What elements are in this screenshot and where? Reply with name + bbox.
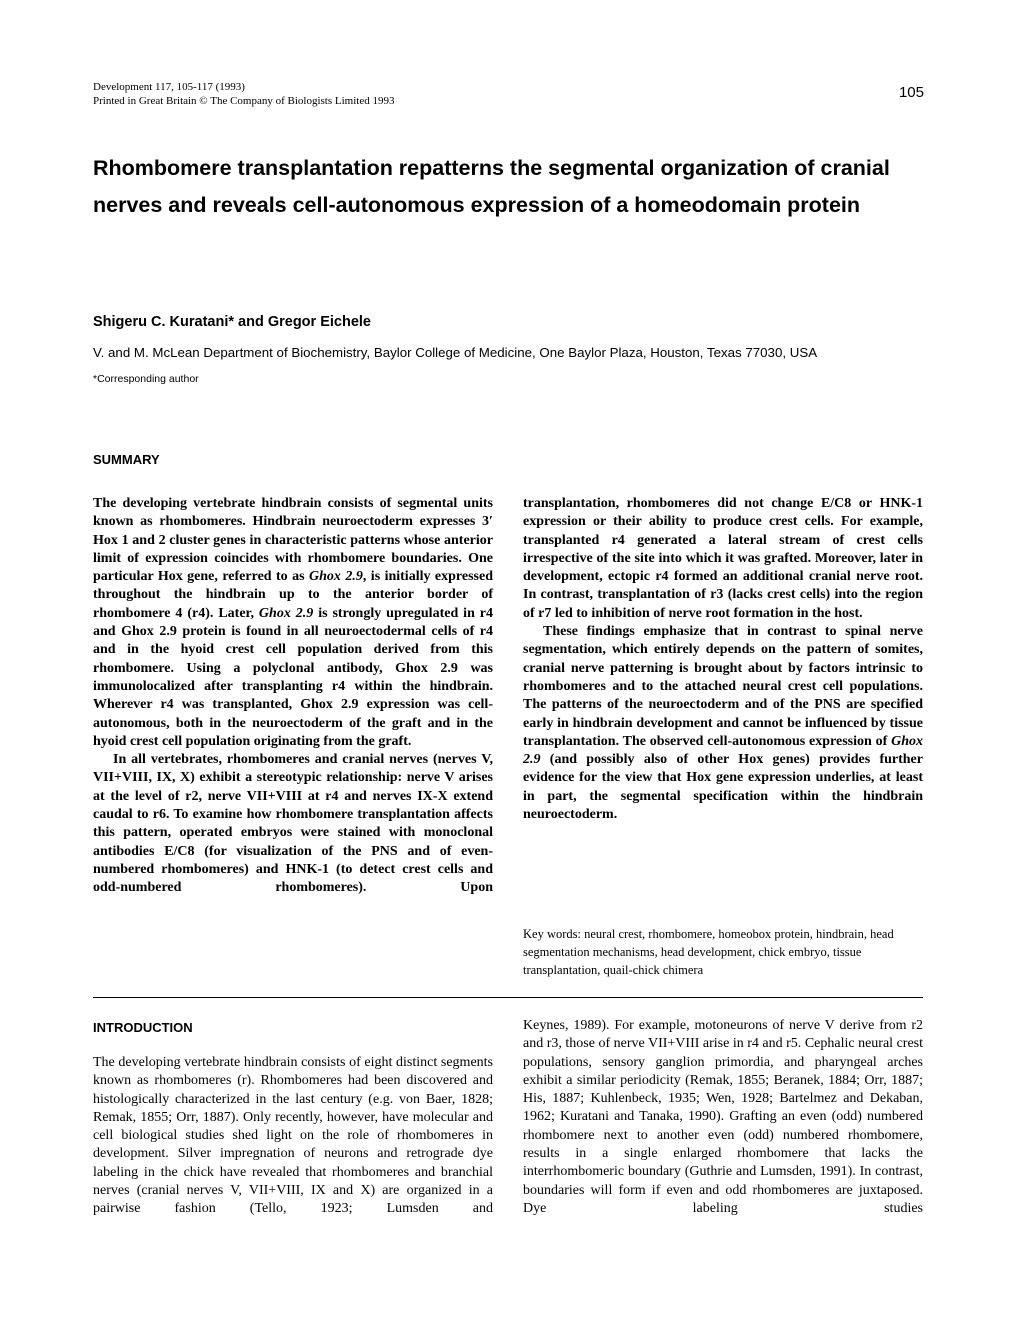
introduction-paragraph: Keynes, 1989). For example, motoneurons of nerve V derive from r2 and r3, those of nerve VII+VIII arise in r4 and r5. Cephalic neural crest populations, sensory ganglion primordia, and pharyngeal arches exhibit a similar periodicity (Remak, 1855; Beranek, 1884; Orr, 1887; His, 1887; Kuhlenbeck, 1935; Wen, 1928; Bartelmez and Dekaban, 1962; Kuratani and Tanaka, 1990). Grafting an even (odd) numbered rhombomere next to another even (odd) numbered rhombomere, results in a single enlarged rhombomere that lacks the interrhombomeric boundary (Guthrie and Lumsden, 1991). In contrast, boundaries will form if even and odd rhombomeres are juxtaposed. Dye labeling studies [523, 1018, 923, 1216]
article-title: Rhombomere transplantation repatterns the segmental organization of cranial nerves and reveals cell-autonomous expression of a homeodomain protein [93, 156, 890, 217]
introduction-right-column [523, 1017, 923, 1218]
authors: Shigeru C. Kuratani* and Gregor Eichele [93, 314, 371, 330]
keywords: Key words: neural crest, rhombomere, homeobox protein, hindbrain, head segmentation mechanisms, head development, chick embryo, tissue transplantation, quail-chick chimera [523, 927, 894, 977]
gene-name: Ghox 2.9 [523, 733, 923, 768]
journal-line-1: Development 117, 105-117 (1993) [93, 81, 245, 93]
summary-paragraph: In all vertebrates, rhombomeres and cranial nerves (nerves V, VII+VIII, IX, X) exhibit a stereotypic relationship: nerve V arises at the level of r2, nerve VII+VIII at r4 and nerves IX-X extend caudal to r6. To examine how rhombomere transplantation affects this pattern, operated embryos were stained with monoclonal antibodies E/C8 (for visualization of the PNS and of even-numbered rhombomeres) and HNK-1 (to detect crest cells and odd-numbered rhombomeres). Upon [93, 752, 493, 896]
summary-paragraph: These findings emphasize that in contrast to spinal nerve segmentation, which entirely depends on the pattern of somites, cranial nerve patterning is brought about by factors intrinsic to rhombomeres and to the attached neural crest cell populations. The patterns of the neuroectoderm and of the PNS are specified early in hindbrain development and cannot be influenced by tissue transplantation. The observed cell-autonomous expression of Ghox 2.9 (and possibly also of other Hox genes) provides further evidence for the view that Hox gene expression underlies, at least in part, the segmental specification within the hindbrain neuroectoderm. [523, 624, 923, 823]
introduction-paragraph: The developing vertebrate hindbrain consists of eight distinct segments known as rhombomeres (r). Rhombomeres had been discovered and histologically characterized in the last century (e.g. von Baer, 1828; Remak, 1855; Orr, 1887). Only recently, however, have molecular and cell biological studies shed light on the role of rhombomeres in development. Silver impregnation of neurons and retrograde dye labeling in the chick have revealed that rhombomeres and branchial nerves (cranial nerves V, VII+VIII, IX and X) are organized in a pairwise fashion (Tello, 1923; Lumsden and [93, 1055, 493, 1217]
summary-right-column [523, 495, 923, 824]
journal-citation [93, 80, 394, 108]
journal-line-2: Printed in Great Britain © The Company of Biologists Limited 1993 [93, 95, 395, 107]
gene-name: Ghox 2.9 [258, 605, 314, 621]
section-divider [93, 997, 923, 998]
summary-paragraph: The developing vertebrate hindbrain consists of segmental units known as rhombomeres. Hindbrain neuroectoderm expresses 3′ Hox 1 and 2 cluster genes in characteristic patterns whose anterior limit of expression coincides with rhombomere boundaries. One particular Hox gene, referred to as Ghox 2.9, is initially expressed throughout the hindbrain up to the anterior border of rhombomere 4 (r4). Later, Ghox 2.9 is strongly upregulated in r4 and Ghox 2.9 protein is found in all neuroectodermal cells of r4 and in the hyoid crest cell population derived from this rhombomere. Using a polyclonal antibody, Ghox 2.9 was immunolocalized after transplanting r4 within the hindbrain. Wherever r4 was transplanted, Ghox 2.9 expression was cell-autonomous, both in the neuroectoderm of the graft and in the hyoid crest cell population originating from the graft. [93, 496, 493, 749]
page-number: 105 [898, 84, 924, 101]
introduction-heading: INTRODUCTION [93, 1020, 193, 1035]
summary-left-column [93, 495, 493, 898]
introduction-left-column [93, 1054, 493, 1219]
gene-name: Ghox 2.9 [309, 569, 363, 585]
summary-paragraph: transplantation, rhombomeres did not change E/C8 or HNK-1 expression or their ability to produce crest cells. For example, transplanted r4 generated a lateral stream of crest cells irrespective of the site into which it was grafted. Moreover, later in development, ectopic r4 formed an additional cranial nerve root. In contrast, transplantation of r3 (lacks crest cells) into the region of r7 led to inhibition of nerve root formation in the host. [523, 496, 923, 621]
corresponding-author-note: *Corresponding author [93, 373, 199, 385]
summary-heading: SUMMARY [93, 452, 160, 467]
affiliation: V. and M. McLean Department of Biochemistry, Baylor College of Medicine, One Baylor Plaza, Houston, Texas 77030, USA [93, 345, 818, 360]
